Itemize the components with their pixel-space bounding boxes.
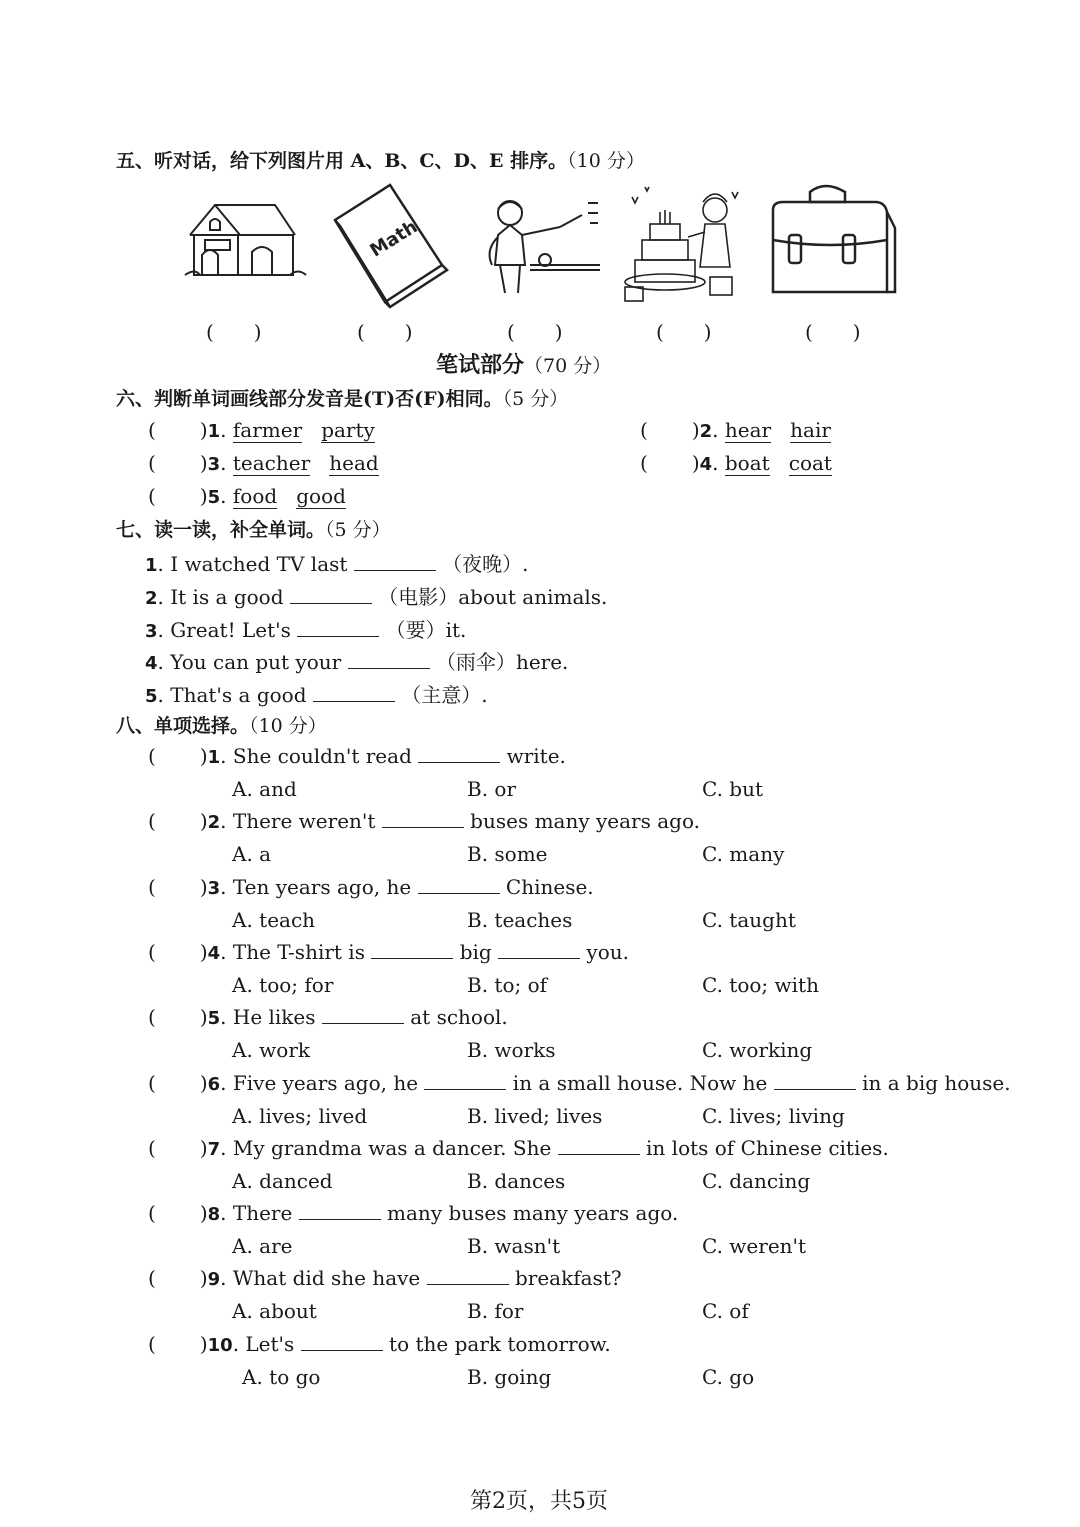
section-8-title-text: 八、单项选择。 <box>116 715 250 737</box>
s8-q9-option-b[interactable]: B. for <box>467 1299 524 1323</box>
item-number: 2 <box>699 421 713 442</box>
question-part-1: . There <box>220 1201 293 1225</box>
item-number: 4 <box>207 943 221 964</box>
answer-paren-right: ) <box>199 1071 208 1095</box>
s8-q10-option-a[interactable]: A. to go <box>242 1365 321 1389</box>
section-5-points: （10 分） <box>567 150 645 172</box>
question-part-2: buses many years ago. <box>470 809 701 833</box>
item-number: 3 <box>207 454 221 475</box>
sentence-start: . Great! Let's <box>157 618 291 642</box>
answer-paren-left[interactable]: ( <box>148 1266 156 1290</box>
s7-item-2 <box>145 581 607 610</box>
picture-answer-4[interactable]: ( ) <box>656 320 712 344</box>
word-2: good <box>296 484 346 508</box>
answer-paren-left[interactable]: ( <box>148 1332 156 1356</box>
word-1: boat <box>724 451 770 475</box>
s6-item-1: ( )1. farmer party <box>148 418 375 442</box>
sentence-start: . It is a good <box>157 585 284 609</box>
sentence-end: here. <box>515 650 569 674</box>
answer-paren-right: ) <box>199 1005 208 1029</box>
section-7-points: （5 分） <box>325 519 391 541</box>
s8-q10-option-b[interactable]: B. going <box>467 1365 552 1389</box>
s8-q4-option-c[interactable]: C. too; with <box>702 973 819 997</box>
word-1: teacher <box>232 451 311 475</box>
word-2: party <box>321 418 375 442</box>
chinese-hint: （夜晚） <box>442 552 523 576</box>
word-2: coat <box>788 451 832 475</box>
sentence-start: . I watched TV last <box>157 552 348 576</box>
answer-paren-left[interactable]: ( <box>148 418 156 442</box>
answer-paren-right: ) <box>199 875 208 899</box>
s8-q2-option-a[interactable]: A. a <box>232 842 272 866</box>
answer-blank[interactable] <box>418 875 500 894</box>
question-part-1: . The T-shirt is <box>220 940 365 964</box>
picture-answer-5[interactable]: ( ) <box>805 320 861 344</box>
s7-item-3 <box>145 614 466 643</box>
s8-q3-option-c[interactable]: C. taught <box>702 908 796 932</box>
item-number: 1 <box>207 747 221 768</box>
item-number: 5 <box>207 1008 221 1029</box>
item-number: 7 <box>207 1139 221 1160</box>
item-number: 6 <box>207 1074 221 1095</box>
chinese-hint: （主意） <box>401 683 482 707</box>
question-part-3: in a big house. <box>862 1071 1011 1095</box>
word-2: head <box>329 451 379 475</box>
item-number: 3 <box>207 878 221 899</box>
answer-paren-right: ) <box>691 418 700 442</box>
question-part-2: in a small house. Now he <box>512 1071 768 1095</box>
question-part-1: . Let's <box>232 1332 295 1356</box>
item-number: 9 <box>207 1269 221 1290</box>
s6-item-2: ( )2. hear hair <box>640 418 831 442</box>
answer-blank[interactable] <box>371 940 453 959</box>
answer-blank[interactable] <box>348 650 430 669</box>
answer-paren-left[interactable]: ( <box>148 875 156 899</box>
s8-q10-option-c[interactable]: C. go <box>702 1365 755 1389</box>
s7-item-1 <box>145 548 529 577</box>
item-number: 1 <box>145 555 158 576</box>
answer-paren-left[interactable]: ( <box>148 744 156 768</box>
answer-paren-right: ) <box>199 940 208 964</box>
answer-blank[interactable] <box>558 1136 640 1155</box>
question-part-1: . Five years ago, he <box>220 1071 419 1095</box>
s8-q4-option-b[interactable]: B. to; of <box>467 973 548 997</box>
s8-q1-option-b[interactable]: B. or <box>467 777 517 801</box>
answer-paren-left[interactable]: ( <box>640 451 648 475</box>
question-part-2: breakfast? <box>514 1266 622 1290</box>
answer-paren-right: ) <box>199 744 208 768</box>
answer-blank[interactable] <box>418 744 500 763</box>
birthday-cake-icon <box>620 182 750 307</box>
question-part-3: you. <box>586 940 629 964</box>
s8-q7-option-b[interactable]: B. dances <box>467 1169 566 1193</box>
question-part-2: write. <box>506 744 566 768</box>
s8-q5-option-c[interactable]: C. working <box>702 1038 813 1062</box>
s7-item-4 <box>145 646 568 675</box>
s8-q8-option-a[interactable]: A. are <box>232 1234 293 1258</box>
picture-answer-2[interactable]: ( ) <box>357 320 413 344</box>
word-2: hair <box>790 418 831 442</box>
chinese-hint: （雨伞） <box>435 650 516 674</box>
s8-question-10 <box>148 1332 611 1356</box>
s6-item-4: ( )4. boat coat <box>640 451 832 475</box>
item-number: 5 <box>145 686 158 707</box>
item-number: 2 <box>145 588 158 609</box>
sentence-start: . That's a good <box>157 683 307 707</box>
answer-paren-right: ) <box>199 1136 208 1160</box>
section-6-points: （5 分） <box>502 388 569 410</box>
sentence-start: . You can put your <box>157 650 342 674</box>
answer-paren-left[interactable]: ( <box>148 451 156 475</box>
answer-paren-right: ) <box>199 1266 208 1290</box>
answer-blank[interactable] <box>301 1332 383 1351</box>
answer-blank[interactable] <box>313 683 395 702</box>
teacher-icon <box>470 195 605 295</box>
answer-blank[interactable] <box>774 1071 856 1090</box>
question-part-2: to the park tomorrow. <box>389 1332 611 1356</box>
s8-question-2 <box>148 809 700 833</box>
s8-question-8 <box>148 1201 678 1225</box>
s8-q3-option-b[interactable]: B. teaches <box>467 908 573 932</box>
chinese-hint: （电影） <box>378 585 459 609</box>
item-number: 2 <box>207 812 221 833</box>
answer-blank[interactable] <box>322 1005 404 1024</box>
chinese-hint: （要） <box>385 618 446 642</box>
item-number: 10 <box>207 1335 233 1356</box>
s8-q6-option-c[interactable]: C. lives; living <box>702 1104 845 1128</box>
section-5-title-text: 五、听对话，给下列图片用 A、B、C、D、E 排序。 <box>116 150 568 172</box>
question-part-1: . Ten years ago, he <box>220 875 412 899</box>
question-part-1: . He likes <box>220 1005 316 1029</box>
s8-question-1 <box>148 744 566 768</box>
s8-q3-option-a[interactable]: A. teach <box>232 908 316 932</box>
answer-paren-left[interactable]: ( <box>148 1071 156 1095</box>
answer-paren-right: ) <box>199 484 208 508</box>
house-icon <box>180 190 310 290</box>
item-number: 1 <box>207 421 221 442</box>
answer-paren-left[interactable]: ( <box>148 940 156 964</box>
s6-item-5: ( )5. food good <box>148 484 346 508</box>
word-1: food <box>232 484 278 508</box>
s8-q4-option-a[interactable]: A. too; for <box>232 973 334 997</box>
answer-paren-right: ) <box>199 1332 208 1356</box>
question-part-1: . She couldn't read <box>220 744 412 768</box>
item-number: 5 <box>207 487 221 508</box>
question-part-2: many buses many years ago. <box>387 1201 679 1225</box>
written-part-points: （70 分） <box>524 355 612 377</box>
question-part-2: big <box>459 940 492 964</box>
answer-blank[interactable] <box>382 809 464 828</box>
item-number: 4 <box>145 653 158 674</box>
section-7-title-text: 七、读一读，补全单词。 <box>116 519 326 541</box>
s6-item-3: ( )3. teacher head <box>148 451 379 475</box>
section-6-title-text: 六、判断单词画线部分发音是(T)否(F)相同。 <box>116 388 503 410</box>
s7-item-5 <box>145 679 488 708</box>
answer-paren-left[interactable]: ( <box>640 418 648 442</box>
answer-paren-right: ) <box>199 1201 208 1225</box>
section-5-title <box>116 146 645 173</box>
s8-q8-option-b[interactable]: B. wasn't <box>467 1234 561 1258</box>
s8-question-5 <box>148 1005 508 1029</box>
picture-answer-3[interactable]: ( ) <box>507 320 563 344</box>
s8-q7-option-c[interactable]: C. dancing <box>702 1169 811 1193</box>
sentence-end: . <box>522 552 529 576</box>
answer-blank[interactable] <box>297 618 379 637</box>
s8-question-9 <box>148 1266 622 1290</box>
s8-q5-option-b[interactable]: B. works <box>467 1038 556 1062</box>
item-number: 3 <box>145 621 158 642</box>
question-part-1: . What did she have <box>220 1266 421 1290</box>
answer-paren-right: ) <box>691 451 700 475</box>
question-part-1: . There weren't <box>220 809 376 833</box>
s8-q7-option-a[interactable]: A. danced <box>232 1169 333 1193</box>
section-7-title <box>116 515 391 542</box>
question-part-2: at school. <box>410 1005 508 1029</box>
s8-q1-option-a[interactable]: A. and <box>232 777 297 801</box>
question-part-1: . My grandma was a dancer. She <box>220 1136 552 1160</box>
answer-blank[interactable] <box>427 1266 509 1285</box>
section-8-title <box>116 711 327 738</box>
sentence-end: . <box>481 683 488 707</box>
answer-blank[interactable] <box>299 1201 381 1220</box>
book-label: Math <box>366 216 422 262</box>
s8-question-4 <box>148 940 629 964</box>
item-number: 8 <box>207 1204 221 1225</box>
page-footer: 第2页，共5页 <box>470 1489 608 1514</box>
item-number: 4 <box>699 454 713 475</box>
answer-blank[interactable] <box>424 1071 506 1090</box>
s8-q8-option-c[interactable]: C. weren't <box>702 1234 807 1258</box>
answer-blank[interactable] <box>354 552 436 571</box>
answer-paren-right: ) <box>199 809 208 833</box>
s8-q1-option-c[interactable]: C. but <box>702 777 764 801</box>
answer-paren-left[interactable]: ( <box>148 1136 156 1160</box>
answer-paren-left[interactable]: ( <box>148 1201 156 1225</box>
schoolbag-icon <box>765 180 900 300</box>
written-part-title-text: 笔试部分 <box>436 352 525 378</box>
math-book-icon <box>330 180 450 310</box>
sentence-end: about animals. <box>458 585 608 609</box>
s8-q6-option-b[interactable]: B. lived; lives <box>467 1104 603 1128</box>
s8-question-7 <box>148 1136 889 1160</box>
s8-q2-option-b[interactable]: B. some <box>467 842 548 866</box>
answer-paren-left[interactable]: ( <box>148 484 156 508</box>
s8-question-6 <box>148 1071 1011 1095</box>
answer-blank[interactable] <box>498 940 580 959</box>
written-part-title <box>436 348 611 379</box>
answer-blank[interactable] <box>290 585 372 604</box>
s8-q9-option-c[interactable]: C. of <box>702 1299 749 1323</box>
s8-q2-option-c[interactable]: C. many <box>702 842 785 866</box>
answer-paren-right: ) <box>199 451 208 475</box>
sentence-end: it. <box>445 618 467 642</box>
s8-question-3 <box>148 875 594 899</box>
word-1: hear <box>724 418 772 442</box>
picture-answer-1[interactable]: ( ) <box>206 320 262 344</box>
s8-q5-option-a[interactable]: A. work <box>232 1038 310 1062</box>
question-part-2: Chinese. <box>505 875 594 899</box>
word-1: farmer <box>232 418 303 442</box>
answer-paren-right: ) <box>199 418 208 442</box>
s8-q9-option-a[interactable]: A. about <box>232 1299 317 1323</box>
s8-q6-option-a[interactable]: A. lives; lived <box>232 1104 368 1128</box>
question-part-2: in lots of Chinese cities. <box>646 1136 889 1160</box>
section-8-points: （10 分） <box>249 715 327 737</box>
answer-paren-left[interactable]: ( <box>148 809 156 833</box>
section-6-title <box>116 384 568 411</box>
answer-paren-left[interactable]: ( <box>148 1005 156 1029</box>
